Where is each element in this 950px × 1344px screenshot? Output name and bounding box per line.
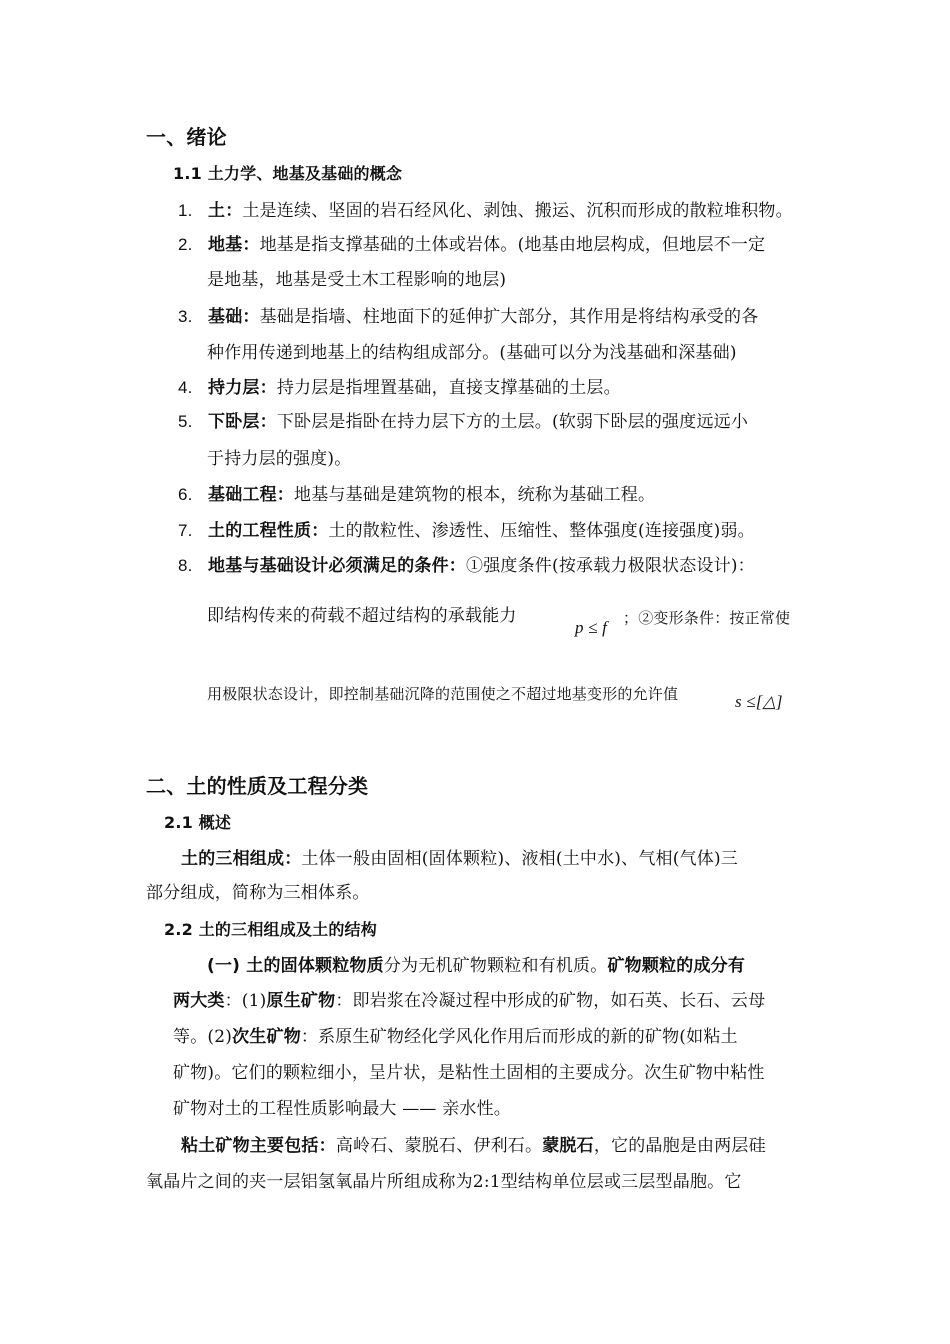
item-number: 7.	[178, 521, 193, 540]
list-item	[178, 375, 621, 401]
item-term: 地基：	[208, 235, 260, 255]
item-number: 8.	[178, 556, 193, 575]
paragraph-line	[207, 953, 745, 979]
para-text: 高岭石、蒙脱石、伊利石。	[335, 1136, 543, 1156]
para-bold: (一) 土的固体颗粒物质	[207, 956, 384, 976]
item-text: 下卧层是指卧在持力层下方的土层。(软弱下卧层的强度远远小	[276, 412, 749, 432]
item8-line2: 即结构传来的荷载不超过结构的承载能力	[207, 606, 517, 626]
list-item	[178, 198, 793, 224]
list-item	[178, 482, 655, 508]
list-item	[178, 553, 755, 579]
para-bold: 原生矿物	[266, 991, 336, 1011]
section1-title: 一、绪论	[146, 125, 227, 149]
item-number: 4.	[178, 378, 193, 397]
item-number: 5.	[178, 412, 193, 431]
item-term: 下卧层：	[208, 412, 277, 432]
paragraph-line: 矿物)。它们的颗粒细小，呈片状，是粘性土固相的主要成分。次生矿物中粘性	[173, 1063, 765, 1083]
item-continuation: 种作用传递到地基上的结构组成部分。(基础可以分为浅基础和深基础)	[207, 343, 737, 363]
paragraph-line	[181, 1133, 766, 1159]
para-text: ，它的晶胞是由两层硅	[593, 1136, 766, 1156]
item-text: 基础是指墙、柱地面下的延伸扩大部分，其作用是将结构承受的各	[259, 307, 759, 327]
item8-line2-tail: ；②变形条件：按正常使	[623, 609, 791, 627]
section2-sub1: 2.1 概述	[164, 813, 232, 832]
list-item	[178, 409, 748, 435]
paragraph-line: 氧晶片之间的夹一层铝氢氧晶片所组成称为2:1型结构单位层或三层型晶胞。它	[146, 1172, 742, 1192]
formula-strength: p ≤ f	[575, 618, 608, 637]
item-text: 土的散粒性、渗透性、压缩性、整体强度(连接强度)弱。	[328, 521, 755, 541]
item-term: 基础：	[208, 307, 260, 327]
item-number: 3.	[178, 307, 193, 326]
paragraph-line	[173, 1024, 738, 1050]
para-bold: 矿物颗粒的成分有	[607, 956, 746, 976]
list-item	[178, 518, 755, 544]
para-text: 等。(2)	[173, 1027, 233, 1047]
item-text: 持力层是指埋置基础，直接支撑基础的土层。	[276, 378, 621, 398]
para-bold: 粘土矿物主要包括：	[181, 1136, 336, 1156]
item-text: 地基与基础是建筑物的根本，统称为基础工程。	[294, 485, 656, 505]
para-text: ：系原生矿物经化学风化作用后而形成的新的矿物(如粘土	[300, 1027, 738, 1047]
para-bold: 次生矿物	[232, 1027, 301, 1047]
section2-sub2: 2.2 土的三相组成及土的结构	[164, 920, 377, 939]
item-text: ①强度条件(按承载力极限状态设计)：	[466, 556, 755, 576]
para-bold: 两大类	[173, 991, 225, 1011]
paragraph-line	[181, 846, 738, 872]
para-bold: 蒙脱石	[542, 1136, 594, 1156]
item-number: 6.	[178, 485, 193, 504]
formula-deformation: s ≤[△]	[735, 692, 783, 711]
para-text: ：即岩浆在冷凝过程中形成的矿物，如石英、长石、云母	[335, 991, 766, 1011]
item-number: 1.	[178, 201, 193, 220]
item-term: 土：	[208, 201, 243, 221]
item-term: 地基与基础设计必须满足的条件：	[208, 556, 466, 576]
item-text: 地基是指支撑基础的土体或岩体。(地基由地层构成，但地层不一定	[259, 235, 766, 255]
item-term: 土的工程性质：	[208, 521, 329, 541]
paragraph-line: 部分组成，简称为三相体系。	[146, 883, 370, 903]
list-item	[178, 232, 765, 258]
list-item	[178, 304, 758, 330]
section1-subtitle: 1.1 土力学、地基及基础的概念	[173, 164, 403, 183]
item8-line3: 用极限状态设计，即控制基础沉降的范围使之不超过地基变形的允许值	[207, 685, 679, 703]
item-text: 土是连续、坚固的岩石经风化、剥蚀、搬运、沉积而形成的散粒堆积物。	[242, 201, 793, 221]
item-term: 持力层：	[208, 378, 277, 398]
section2-title: 二、土的性质及工程分类	[146, 774, 369, 798]
para-term: 土的三相组成：	[181, 849, 302, 869]
item-continuation: 是地基，地基是受土木工程影响的地层)	[207, 270, 507, 290]
item-continuation: 于持力层的强度)。	[207, 449, 352, 469]
para-text: ：(1)	[224, 991, 267, 1011]
para-text: 分为无机矿物颗粒和有机质。	[383, 956, 608, 976]
item-term: 基础工程：	[208, 485, 294, 505]
para-text: 土体一般由固相(固体颗粒)、液相(土中水)、气相(气体)三	[301, 849, 738, 869]
paragraph-line: 矿物对土的工程性质影响最大 —— 亲水性。	[173, 1099, 512, 1119]
item-number: 2.	[178, 235, 193, 254]
paragraph-line	[173, 988, 765, 1014]
